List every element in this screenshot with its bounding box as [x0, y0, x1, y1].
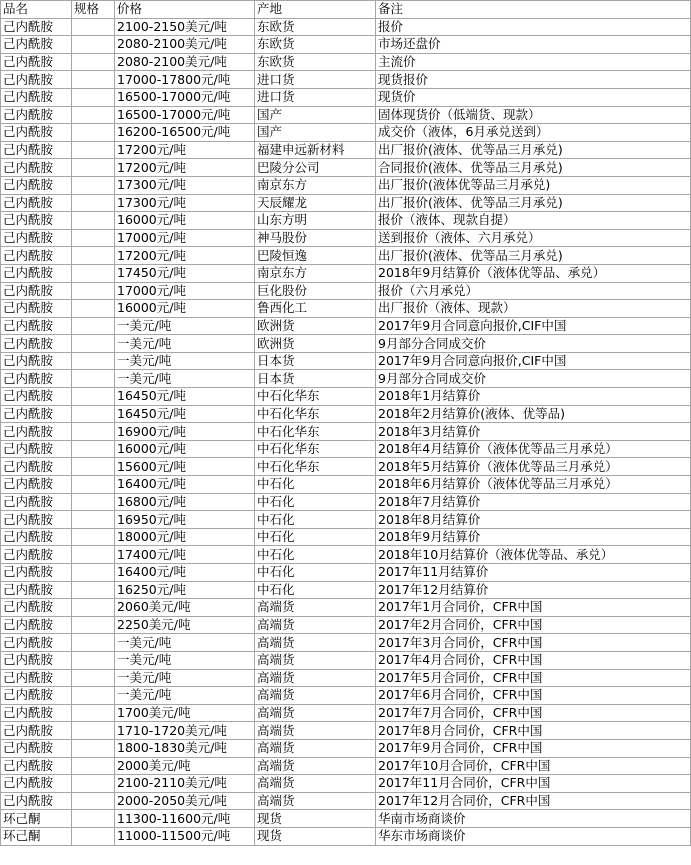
cell-price: 15600元/吨 — [115, 458, 255, 476]
cell-price: 2000美元/吨 — [115, 757, 255, 775]
table-row — [1, 757, 691, 775]
cell-remark: 2017年12月合同价，CFR中国 — [376, 792, 691, 810]
cell-remark: 华南市场商谈价 — [376, 810, 691, 828]
cell-remark: 出厂报价(液体、优等品三月承兑) — [376, 194, 691, 212]
cell-origin: 巴陵恒逸 — [255, 247, 376, 265]
table-row — [1, 616, 691, 634]
cell-spec — [72, 53, 115, 71]
table-row — [1, 792, 691, 810]
cell-price: 16900元/吨 — [115, 423, 255, 441]
table-row — [1, 669, 691, 687]
table-row — [1, 370, 691, 388]
cell-price: 16000元/吨 — [115, 300, 255, 318]
cell-product: 己内酰胺 — [1, 581, 72, 599]
cell-origin: 中石化 — [255, 493, 376, 511]
cell-origin: 国产 — [255, 124, 376, 142]
cell-price: 2060美元/吨 — [115, 599, 255, 617]
table-row — [1, 300, 691, 318]
cell-remark: 现货价 — [376, 88, 691, 106]
cell-remark: 市场还盘价 — [376, 36, 691, 54]
cell-remark: 2017年6月合同价，CFR中国 — [376, 687, 691, 705]
cell-product: 己内酰胺 — [1, 564, 72, 582]
cell-origin: 南京东方 — [255, 264, 376, 282]
cell-price: 17000-17800元/吨 — [115, 71, 255, 89]
header-price: 价格 — [115, 1, 255, 19]
cell-origin: 巴陵分公司 — [255, 159, 376, 177]
cell-price: 1700美元/吨 — [115, 704, 255, 722]
cell-remark: 固体现货价（低端货、现款） — [376, 106, 691, 124]
cell-origin: 高端货 — [255, 757, 376, 775]
cell-remark: 2017年2月合同价，CFR中国 — [376, 616, 691, 634]
cell-product: 己内酰胺 — [1, 493, 72, 511]
cell-price: 17200元/吨 — [115, 141, 255, 159]
cell-remark: 2018年7月结算价 — [376, 493, 691, 511]
table-row — [1, 247, 691, 265]
table-row — [1, 440, 691, 458]
cell-remark: 现货报价 — [376, 71, 691, 89]
table-row — [1, 405, 691, 423]
table-row — [1, 810, 691, 828]
cell-remark: 2018年5月结算价（液体优等品三月承兑） — [376, 458, 691, 476]
cell-product: 己内酰胺 — [1, 669, 72, 687]
cell-remark: 2017年1月合同价，CFR中国 — [376, 599, 691, 617]
cell-product: 己内酰胺 — [1, 634, 72, 652]
cell-spec — [72, 775, 115, 793]
cell-product: 己内酰胺 — [1, 757, 72, 775]
cell-remark: 2017年7月合同价，CFR中国 — [376, 704, 691, 722]
cell-spec — [72, 423, 115, 441]
cell-product: 己内酰胺 — [1, 528, 72, 546]
cell-price: 一美元/吨 — [115, 335, 255, 353]
cell-origin: 中石化 — [255, 476, 376, 494]
cell-origin: 东欧货 — [255, 53, 376, 71]
cell-product: 己内酰胺 — [1, 511, 72, 529]
table-row — [1, 722, 691, 740]
cell-spec — [72, 476, 115, 494]
cell-product: 己内酰胺 — [1, 212, 72, 230]
cell-origin: 山东方明 — [255, 212, 376, 230]
cell-spec — [72, 159, 115, 177]
cell-price: 17450元/吨 — [115, 264, 255, 282]
table-row — [1, 229, 691, 247]
cell-remark: 2017年4月合同价，CFR中国 — [376, 651, 691, 669]
table-row — [1, 564, 691, 582]
cell-spec — [72, 634, 115, 652]
table-row — [1, 124, 691, 142]
cell-product: 己内酰胺 — [1, 388, 72, 406]
table-row — [1, 159, 691, 177]
table-row — [1, 335, 691, 353]
cell-remark: 出厂报价(液体、优等品三月承兑) — [376, 141, 691, 159]
cell-origin: 高端货 — [255, 739, 376, 757]
cell-product: 己内酰胺 — [1, 18, 72, 36]
cell-price: 16000元/吨 — [115, 212, 255, 230]
cell-price: 一美元/吨 — [115, 370, 255, 388]
cell-origin: 高端货 — [255, 599, 376, 617]
table-row — [1, 106, 691, 124]
cell-price: 16000元/吨 — [115, 440, 255, 458]
table-row — [1, 827, 691, 845]
cell-spec — [72, 564, 115, 582]
cell-price: 17300元/吨 — [115, 194, 255, 212]
cell-spec — [72, 212, 115, 230]
cell-price: 2100-2150美元/吨 — [115, 18, 255, 36]
table-row — [1, 546, 691, 564]
cell-remark: 2017年10月合同价，CFR中国 — [376, 757, 691, 775]
cell-product: 己内酰胺 — [1, 159, 72, 177]
cell-product: 己内酰胺 — [1, 792, 72, 810]
cell-spec — [72, 458, 115, 476]
cell-origin: 高端货 — [255, 792, 376, 810]
cell-spec — [72, 493, 115, 511]
cell-origin: 国产 — [255, 106, 376, 124]
cell-spec — [72, 739, 115, 757]
cell-spec — [72, 141, 115, 159]
cell-remark: 9月部分合同成交价 — [376, 335, 691, 353]
cell-remark: 出厂报价（液体、现款） — [376, 300, 691, 318]
cell-remark: 报价（六月承兑） — [376, 282, 691, 300]
cell-remark: 报价 — [376, 18, 691, 36]
cell-product: 己内酰胺 — [1, 141, 72, 159]
table-row — [1, 651, 691, 669]
cell-remark: 出厂报价(液体、优等品三月承兑) — [376, 247, 691, 265]
cell-remark: 成交价（液体，6月承兑送到） — [376, 124, 691, 142]
cell-spec — [72, 704, 115, 722]
cell-origin: 中石化华东 — [255, 458, 376, 476]
cell-price: 2080-2100美元/吨 — [115, 53, 255, 71]
cell-product: 己内酰胺 — [1, 106, 72, 124]
cell-remark: 2017年8月合同价，CFR中国 — [376, 722, 691, 740]
cell-price: 16500-17000元/吨 — [115, 106, 255, 124]
cell-price: 16450元/吨 — [115, 388, 255, 406]
table-row — [1, 264, 691, 282]
cell-product: 己内酰胺 — [1, 36, 72, 54]
cell-spec — [72, 300, 115, 318]
cell-origin: 中石化华东 — [255, 388, 376, 406]
cell-spec — [72, 71, 115, 89]
cell-price: 2080-2100美元/吨 — [115, 36, 255, 54]
cell-price: 2100-2110美元/吨 — [115, 775, 255, 793]
table-row — [1, 458, 691, 476]
cell-product: 己内酰胺 — [1, 616, 72, 634]
cell-origin: 现货 — [255, 810, 376, 828]
cell-remark: 9月部分合同成交价 — [376, 370, 691, 388]
cell-price: 11300-11600元/吨 — [115, 810, 255, 828]
cell-remark: 2017年3月合同价，CFR中国 — [376, 634, 691, 652]
table-row — [1, 511, 691, 529]
cell-remark: 2018年9月结算价（液体优等品、承兑） — [376, 264, 691, 282]
table-row — [1, 282, 691, 300]
cell-product: 己内酰胺 — [1, 229, 72, 247]
cell-price: 一美元/吨 — [115, 687, 255, 705]
table-row — [1, 704, 691, 722]
cell-remark: 2018年3月结算价 — [376, 423, 691, 441]
cell-product: 己内酰胺 — [1, 423, 72, 441]
cell-origin: 欧洲货 — [255, 335, 376, 353]
cell-product: 己内酰胺 — [1, 687, 72, 705]
cell-origin: 神马股份 — [255, 229, 376, 247]
header-row — [1, 1, 691, 19]
cell-spec — [72, 651, 115, 669]
cell-product: 环己酮 — [1, 810, 72, 828]
cell-origin: 福建申远新材料 — [255, 141, 376, 159]
cell-remark: 合同报价(液体、优等品三月承兑) — [376, 159, 691, 177]
cell-origin: 中石化 — [255, 528, 376, 546]
cell-remark: 2017年9月合同意向报价,CIF中国 — [376, 317, 691, 335]
cell-price: 一美元/吨 — [115, 634, 255, 652]
cell-origin: 东欧货 — [255, 36, 376, 54]
table-row — [1, 423, 691, 441]
cell-price: 16200-16500元/吨 — [115, 124, 255, 142]
cell-product: 己内酰胺 — [1, 71, 72, 89]
cell-price: 2250美元/吨 — [115, 616, 255, 634]
cell-price: 16500-17000元/吨 — [115, 88, 255, 106]
cell-origin: 中石化 — [255, 564, 376, 582]
cell-origin: 现货 — [255, 827, 376, 845]
cell-origin: 欧洲货 — [255, 317, 376, 335]
table-row — [1, 18, 691, 36]
cell-remark: 2017年11月合同价，CFR中国 — [376, 775, 691, 793]
table-row — [1, 352, 691, 370]
cell-price: 一美元/吨 — [115, 317, 255, 335]
cell-spec — [72, 88, 115, 106]
cell-product: 己内酰胺 — [1, 546, 72, 564]
cell-product: 己内酰胺 — [1, 651, 72, 669]
cell-spec — [72, 405, 115, 423]
cell-spec — [72, 388, 115, 406]
cell-product: 己内酰胺 — [1, 300, 72, 318]
cell-product: 己内酰胺 — [1, 317, 72, 335]
cell-product: 己内酰胺 — [1, 124, 72, 142]
cell-origin: 中石化华东 — [255, 423, 376, 441]
cell-remark: 2017年11月结算价 — [376, 564, 691, 582]
cell-product: 己内酰胺 — [1, 194, 72, 212]
cell-product: 己内酰胺 — [1, 247, 72, 265]
cell-price: 17400元/吨 — [115, 546, 255, 564]
table-row — [1, 141, 691, 159]
cell-spec — [72, 106, 115, 124]
cell-price: 17000元/吨 — [115, 229, 255, 247]
cell-origin: 高端货 — [255, 704, 376, 722]
cell-origin: 中石化华东 — [255, 405, 376, 423]
cell-price: 17200元/吨 — [115, 247, 255, 265]
cell-spec — [72, 317, 115, 335]
cell-origin: 鲁西化工 — [255, 300, 376, 318]
cell-spec — [72, 546, 115, 564]
cell-origin: 高端货 — [255, 634, 376, 652]
cell-spec — [72, 352, 115, 370]
cell-spec — [72, 511, 115, 529]
cell-spec — [72, 581, 115, 599]
cell-remark: 报价（液体、现款自提） — [376, 212, 691, 230]
cell-spec — [72, 282, 115, 300]
table-row — [1, 493, 691, 511]
cell-spec — [72, 370, 115, 388]
cell-price: 17200元/吨 — [115, 159, 255, 177]
cell-remark: 2018年9月结算价 — [376, 528, 691, 546]
cell-spec — [72, 792, 115, 810]
cell-product: 己内酰胺 — [1, 458, 72, 476]
table-row — [1, 71, 691, 89]
cell-product: 己内酰胺 — [1, 352, 72, 370]
table-row — [1, 176, 691, 194]
cell-origin: 日本货 — [255, 370, 376, 388]
cell-price: 1800-1830美元/吨 — [115, 739, 255, 757]
cell-price: 16400元/吨 — [115, 564, 255, 582]
cell-origin: 高端货 — [255, 687, 376, 705]
cell-remark: 2018年2月结算价(液体、优等品) — [376, 405, 691, 423]
cell-spec — [72, 36, 115, 54]
cell-remark: 2017年12月结算价 — [376, 581, 691, 599]
cell-spec — [72, 757, 115, 775]
cell-product: 己内酰胺 — [1, 476, 72, 494]
cell-product: 己内酰胺 — [1, 282, 72, 300]
table-row — [1, 476, 691, 494]
cell-origin: 中石化 — [255, 581, 376, 599]
cell-product: 己内酰胺 — [1, 88, 72, 106]
cell-product: 己内酰胺 — [1, 335, 72, 353]
cell-origin: 中石化 — [255, 546, 376, 564]
cell-origin: 高端货 — [255, 669, 376, 687]
table-row — [1, 687, 691, 705]
cell-spec — [72, 176, 115, 194]
table-row — [1, 581, 691, 599]
table-row — [1, 317, 691, 335]
cell-spec — [72, 229, 115, 247]
cell-origin: 进口货 — [255, 71, 376, 89]
cell-product: 己内酰胺 — [1, 739, 72, 757]
cell-product: 环己酮 — [1, 827, 72, 845]
cell-spec — [72, 616, 115, 634]
cell-origin: 高端货 — [255, 722, 376, 740]
cell-spec — [72, 247, 115, 265]
cell-remark: 2017年9月合同意向报价,CIF中国 — [376, 352, 691, 370]
cell-spec — [72, 335, 115, 353]
table-row — [1, 599, 691, 617]
cell-price: 16800元/吨 — [115, 493, 255, 511]
cell-remark: 华东市场商谈价 — [376, 827, 691, 845]
cell-remark: 主流价 — [376, 53, 691, 71]
cell-spec — [72, 440, 115, 458]
cell-origin: 巨化股份 — [255, 282, 376, 300]
cell-product: 己内酰胺 — [1, 264, 72, 282]
cell-product: 己内酰胺 — [1, 176, 72, 194]
cell-spec — [72, 810, 115, 828]
cell-spec — [72, 18, 115, 36]
cell-origin: 南京东方 — [255, 176, 376, 194]
cell-product: 己内酰胺 — [1, 440, 72, 458]
cell-product: 己内酰胺 — [1, 599, 72, 617]
cell-price: 一美元/吨 — [115, 669, 255, 687]
cell-remark: 2017年5月合同价，CFR中国 — [376, 669, 691, 687]
table-row — [1, 53, 691, 71]
cell-remark: 2018年8月结算价 — [376, 511, 691, 529]
cell-spec — [72, 669, 115, 687]
cell-remark: 2017年9月合同价，CFR中国 — [376, 739, 691, 757]
cell-spec — [72, 124, 115, 142]
cell-origin: 日本货 — [255, 352, 376, 370]
cell-price: 一美元/吨 — [115, 352, 255, 370]
cell-price: 16250元/吨 — [115, 581, 255, 599]
cell-remark: 2018年4月结算价（液体优等品三月承兑） — [376, 440, 691, 458]
cell-product: 己内酰胺 — [1, 370, 72, 388]
cell-origin: 中石化华东 — [255, 440, 376, 458]
cell-spec — [72, 687, 115, 705]
cell-price: 2000-2050美元/吨 — [115, 792, 255, 810]
table-body — [1, 18, 691, 845]
cell-price: 16450元/吨 — [115, 405, 255, 423]
table-row — [1, 739, 691, 757]
cell-origin: 中石化 — [255, 511, 376, 529]
table-row — [1, 775, 691, 793]
cell-spec — [72, 264, 115, 282]
cell-remark: 出厂报价(液体优等品三月承兑) — [376, 176, 691, 194]
cell-spec — [72, 827, 115, 845]
cell-origin: 东欧货 — [255, 18, 376, 36]
cell-spec — [72, 722, 115, 740]
header-remark: 备注 — [376, 1, 691, 19]
table-row — [1, 634, 691, 652]
cell-product: 己内酰胺 — [1, 722, 72, 740]
cell-origin: 进口货 — [255, 88, 376, 106]
table-row — [1, 194, 691, 212]
cell-spec — [72, 528, 115, 546]
cell-product: 己内酰胺 — [1, 53, 72, 71]
table-row — [1, 528, 691, 546]
cell-product: 己内酰胺 — [1, 704, 72, 722]
cell-origin: 天辰耀龙 — [255, 194, 376, 212]
cell-remark: 2018年10月结算价（液体优等品、承兑） — [376, 546, 691, 564]
cell-product: 己内酰胺 — [1, 405, 72, 423]
header-origin: 产地 — [255, 1, 376, 19]
cell-remark: 2018年1月结算价 — [376, 388, 691, 406]
cell-price: 一美元/吨 — [115, 651, 255, 669]
table-row — [1, 212, 691, 230]
table-row — [1, 36, 691, 54]
cell-origin: 高端货 — [255, 616, 376, 634]
table-row — [1, 388, 691, 406]
cell-price: 1710-1720美元/吨 — [115, 722, 255, 740]
cell-price: 16400元/吨 — [115, 476, 255, 494]
cell-price: 18000元/吨 — [115, 528, 255, 546]
header-spec: 规格 — [72, 1, 115, 19]
cell-origin: 高端货 — [255, 775, 376, 793]
cell-origin: 高端货 — [255, 651, 376, 669]
cell-spec — [72, 599, 115, 617]
cell-remark: 2018年6月结算价（液体优等品三月承兑） — [376, 476, 691, 494]
cell-price: 16950元/吨 — [115, 511, 255, 529]
cell-price: 11000-11500元/吨 — [115, 827, 255, 845]
header-product: 品名 — [1, 1, 72, 19]
cell-product: 己内酰胺 — [1, 775, 72, 793]
cell-price: 17300元/吨 — [115, 176, 255, 194]
cell-spec — [72, 194, 115, 212]
cell-price: 17000元/吨 — [115, 282, 255, 300]
table-row — [1, 88, 691, 106]
cell-remark: 送到报价（液体、六月承兑） — [376, 229, 691, 247]
